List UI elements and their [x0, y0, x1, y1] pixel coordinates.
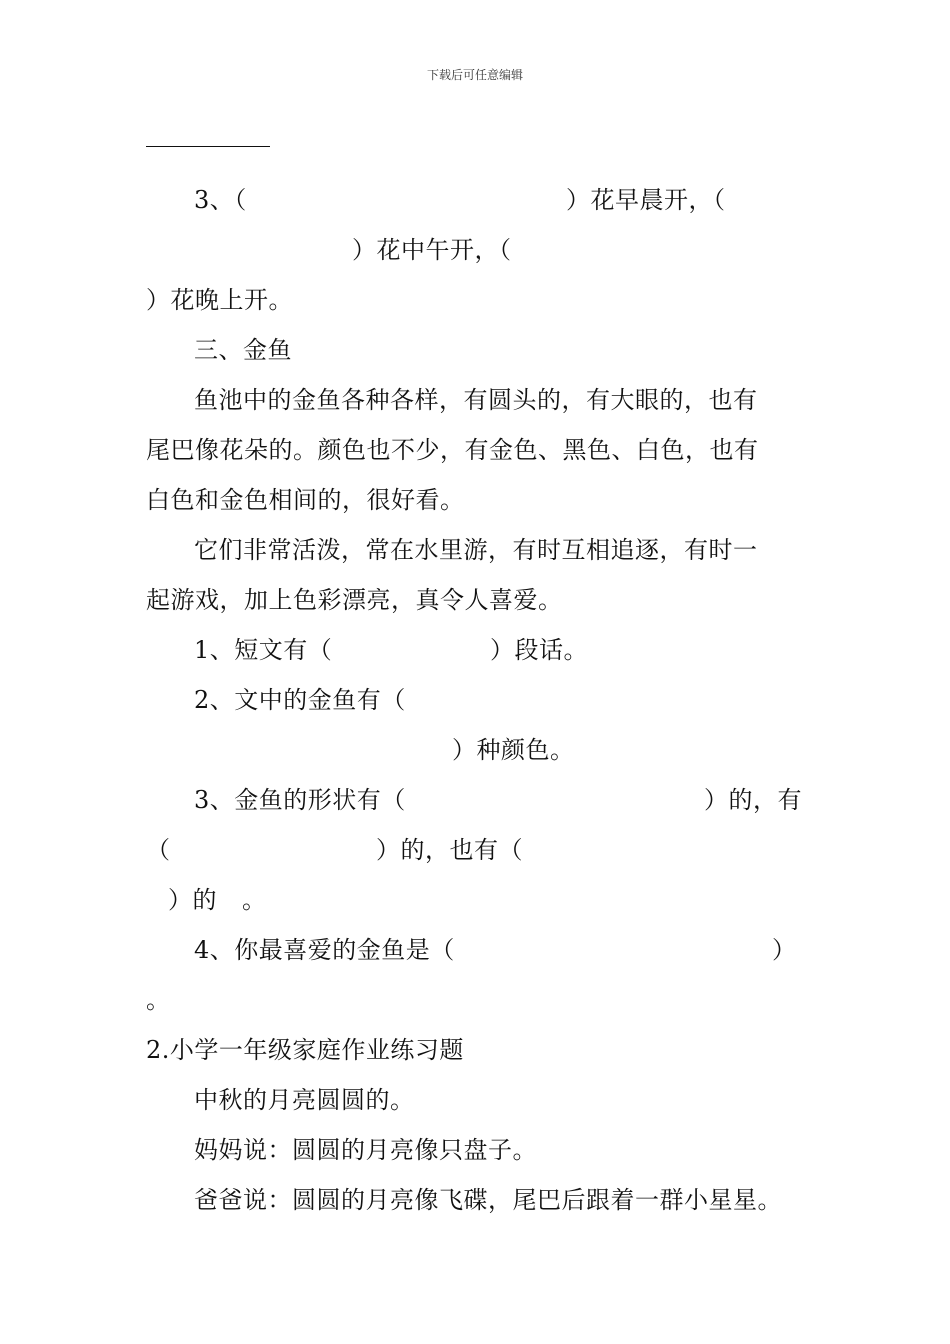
paragraph-1-line-3: 白色和金色相间的，很好看。 [146, 486, 465, 514]
paragraph-2-line-2: 起游戏，加上色彩漂亮，真令人喜爱。 [146, 586, 563, 614]
question-3-shape-end: ）的，有 [704, 786, 802, 814]
section-title-goldfish: 三、金鱼 [194, 336, 292, 364]
answer-line [146, 146, 270, 147]
question-3-shape-line-3: ）的 [168, 886, 217, 914]
page-header: 下载后可任意编辑 [426, 68, 523, 82]
question-1-end: ）段话。 [490, 636, 588, 664]
question-3-shape-line-3-period: 。 [242, 886, 267, 914]
paragraph-1-line-1: 鱼池中的金鱼各种各样，有圆头的，有大眼的，也有 [194, 386, 758, 414]
question-4-close-paren: ） [772, 936, 797, 964]
moon-line-2: 妈妈说：圆圆的月亮像只盘子。 [194, 1136, 537, 1164]
question-4-period: 。 [146, 986, 171, 1014]
moon-line-1: 中秋的月亮圆圆的。 [194, 1086, 415, 1114]
question-3-flowers-noon: ）花中午开，（ [352, 236, 512, 264]
question-4-start: 4、你最喜爱的金鱼是（ [194, 936, 455, 964]
section-title-homework: 2.小学一年级家庭作业练习题 [146, 1036, 464, 1064]
paragraph-1-line-2: 尾巴像花朵的。颜色也不少，有金色、黑色、白色，也有 [146, 436, 759, 464]
question-3-flowers-start: 3、（ [194, 186, 247, 214]
question-3-shape-line-2-end: ）的，也有（ [376, 836, 523, 864]
question-1-start: 1、短文有（ [194, 636, 333, 664]
question-3-flowers-night: ）花晚上开。 [146, 286, 293, 314]
question-2-start: 2、文中的金鱼有（ [194, 686, 406, 714]
question-3-shape-start: 3、金鱼的形状有（ [194, 786, 406, 814]
question-2-end: ）种颜色。 [452, 736, 575, 764]
question-3-flowers-morning: ）花早晨开，（ [566, 186, 726, 214]
moon-line-3: 爸爸说：圆圆的月亮像飞碟，尾巴后跟着一群小星星。 [194, 1186, 782, 1214]
question-3-shape-line-2-start: （ [146, 836, 171, 864]
paragraph-2-line-1: 它们非常活泼，常在水里游，有时互相追逐，有时一 [194, 536, 758, 564]
